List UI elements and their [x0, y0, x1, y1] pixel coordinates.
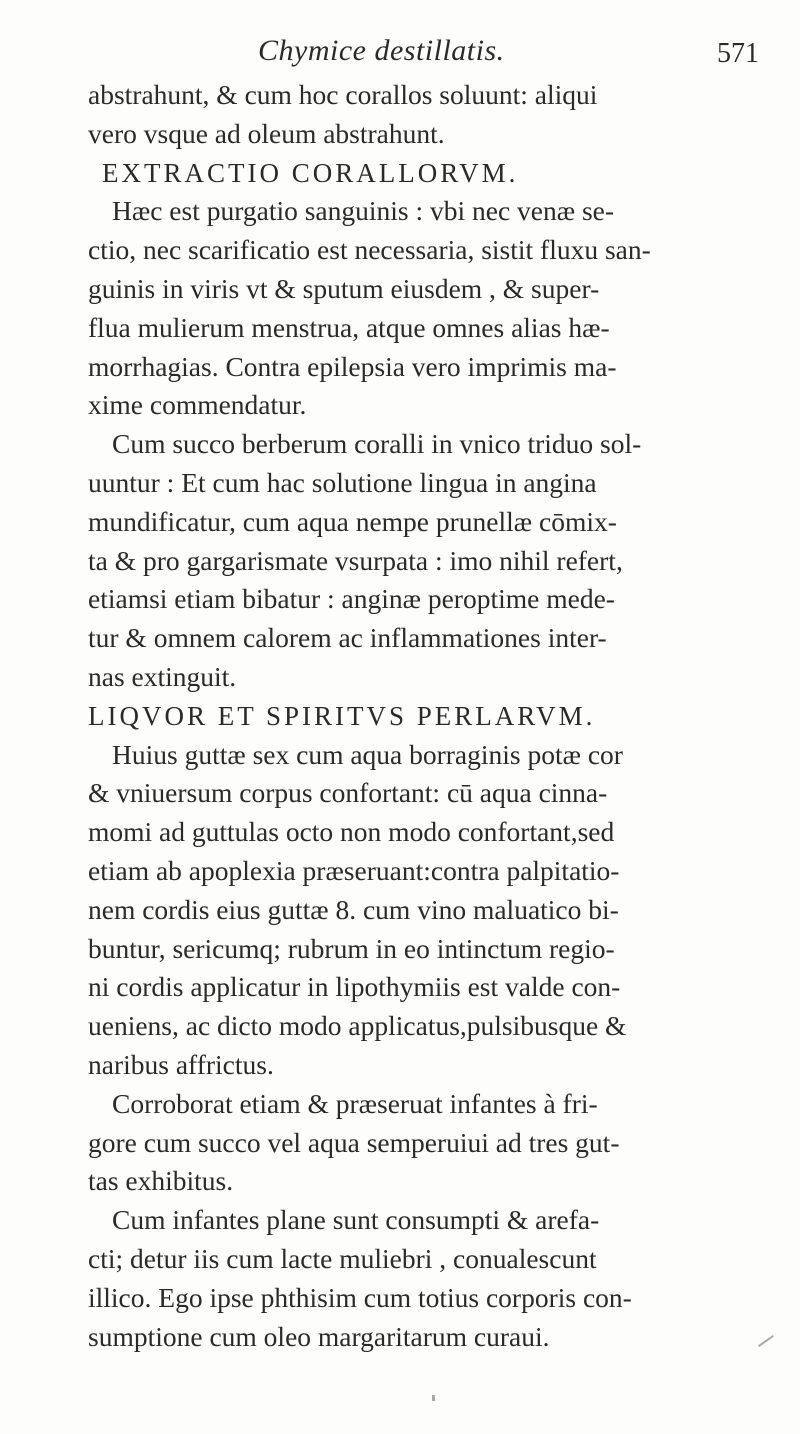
text-line: ueniens, ac dicto modo applicatus,pulsibusque &: [88, 1010, 627, 1042]
paragraph-first-line: Cum succo berberum coralli in vnico triduo sol-: [112, 428, 642, 460]
text-line: momi ad guttulas octo non modo confortant,sed: [88, 816, 615, 848]
text-line: tas exhibitus.: [88, 1165, 234, 1197]
text-line: etiam ab apoplexia præseruant:contra palpitatio-: [88, 854, 620, 886]
text-line: ta & pro gargarismate vsurpata : imo nihil refert,: [88, 544, 623, 576]
text-line: abstrahunt, & cum hoc corallos soluunt: aliqui: [88, 79, 598, 110]
page-number: 571: [717, 38, 759, 69]
text-line: uuntur : Et cum hac solutione lingua in angina: [88, 466, 597, 498]
text-line: sumptione cum oleo margaritarum curaui.: [88, 1320, 550, 1352]
body-text: [88, 76, 768, 1356]
text-line: flua mulierum menstrua, atque omnes alias hæ-: [88, 311, 610, 343]
text-line: ctio, nec scarificatio est necessaria, sistit fluxu san-: [88, 234, 651, 266]
paragraph-first-line: Cum infantes plane sunt consumpti & arefa-: [112, 1204, 600, 1236]
section-heading: EXTRACTIO CORALLORVM.: [102, 157, 519, 188]
running-head: [0, 34, 800, 74]
text-line: buntur, sericumq; rubrum in eo intinctum regio-: [88, 932, 615, 964]
paragraph-first-line: Hæc est purgatio sanguinis : vbi nec venæ se-: [112, 195, 615, 227]
text-line: illico. Ego ipse phthisim cum totius corporis con-: [88, 1281, 632, 1313]
text-line: vero vsque ad oleum abstrahunt.: [88, 117, 445, 149]
paper-speck: [432, 1395, 435, 1401]
text-line: xime commendatur.: [88, 389, 307, 421]
text-line: etiamsi etiam bibatur : anginæ peroptime mede-: [88, 583, 615, 615]
paragraph-first-line: Corroborat etiam & præseruat infantes à fri-: [112, 1087, 598, 1119]
text-line: guinis in viris vt & sputum eiusdem , & super-: [88, 272, 600, 304]
text-line: cti; detur iis cum lacte muliebri , conualescunt: [88, 1242, 597, 1274]
text-line: ni cordis applicatur in lipothymiis est valde con-: [88, 971, 621, 1003]
text-line: gore cum succo vel aqua semperuiui ad tres gut-: [88, 1126, 620, 1158]
text-line: mundificatur, cum aqua nempe prunellæ cōmix-: [88, 505, 617, 537]
text-line: nas extinguit.: [88, 660, 237, 692]
text-line: morrhagias. Contra epilepsia vero imprimis ma-: [88, 350, 617, 382]
text-line: & vniuersum corpus confortant: cū aqua cinna-: [88, 777, 608, 809]
section-heading: LIQVOR ET SPIRITVS PERLARVM.: [88, 700, 596, 731]
paragraph-first-line: Huius guttæ sex cum aqua borraginis potæ cor: [112, 738, 623, 770]
text-line: naribus affrictus.: [88, 1048, 274, 1080]
text-line: nem cordis eius guttæ 8. cum vino maluatico bi-: [88, 893, 619, 925]
text-line: tur & omnem calorem ac inflammationes inter-: [88, 622, 607, 654]
running-title: Chymice destillatis.: [258, 34, 505, 67]
